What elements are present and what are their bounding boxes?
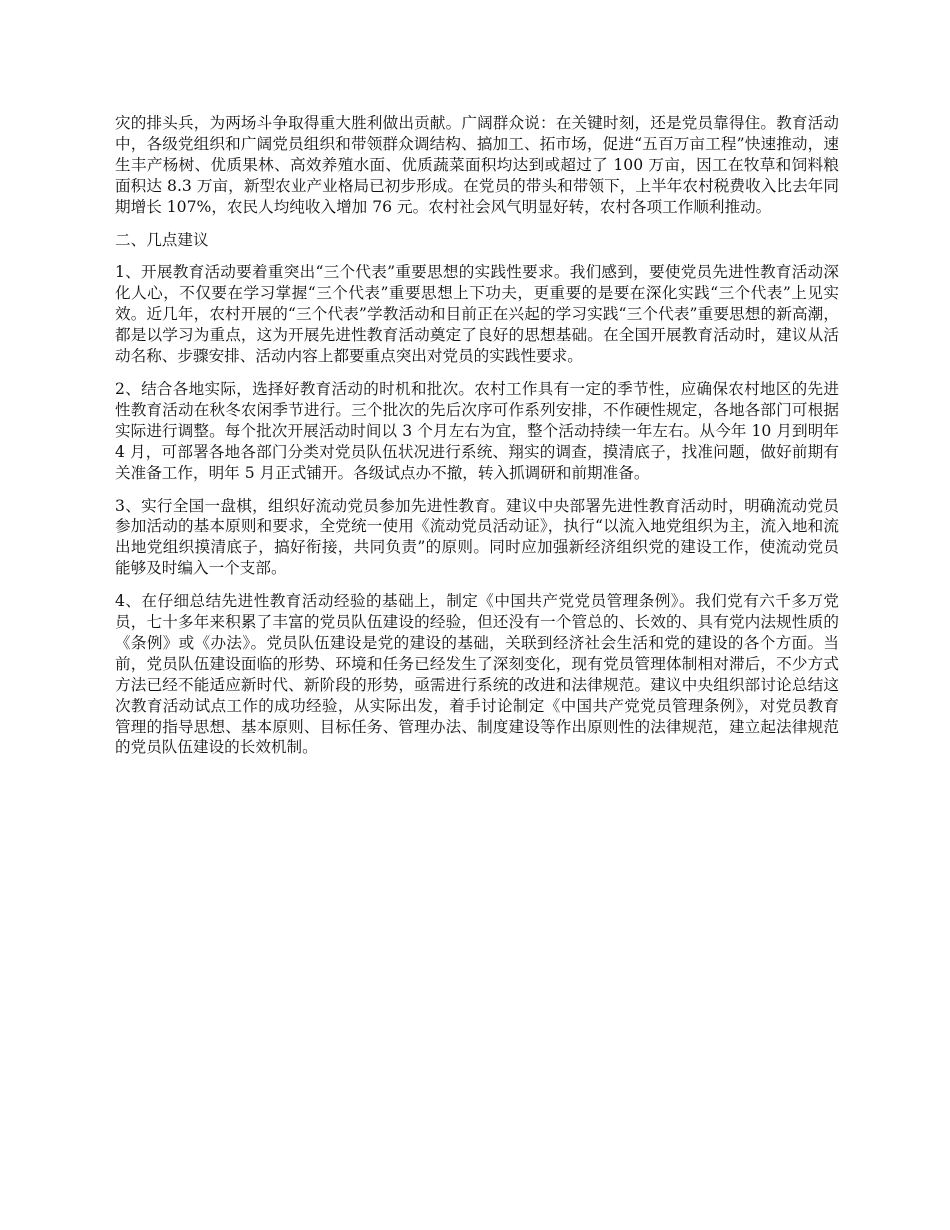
- suggestion-paragraph-1: 1、开展教育活动要着重突出“三个代表”重要思想的实践性要求。我们感到，要使党员先进性教育活动深化人心，不仅要在学习掌握“三个代表”重要思想上下功夫，更重要的是要在深化实践“三个代表”上见实效。近几年，农村开展的“三个代表”学教活动和目前正在兴起的学习实践“三个代表”重要思想的新高潮，都是以学习为重点，这为开展先进性教育活动奠定了良好的思想基础。在全国开展教育活动时，建议从活动名称、步骤安排、活动内容上都要重点突出对党员的实践性要求。: [115, 263, 839, 366]
- intro-paragraph: 灾的排头兵，为两场斗争取得重大胜利做出贡献。广阔群众说：在关键时刻，还是党员靠得住。教育活动中，各级党组织和广阔党员组织和带领群众调结构、搞加工、拓市场，促进“五百万亩工程”快速推动，速生丰产杨树、优质果林、高效养殖水面、优质蔬菜面积均达到或超过了 100 万亩，因工在牧草和饲料粮面积达 8.3 万亩，新型农业产业格局已初步形成。在党员的带头和带领下，上半年农村税费收入比去年同期增长 107%，农民人均纯收入增加 76 元。农村社会风气明显好转，农村各项工作顺利推动。: [115, 114, 839, 216]
- document-page: [115, 113, 839, 770]
- suggestion-paragraph-4: 4、在仔细总结先进性教育活动经验的基础上，制定《中国共产党党员管理条例》。我们党有六千多万党员，七十多年来积累了丰富的党员队伍建设的经验，但还没有一个管总的、长效的、具有党内法规性质的《条例》或《办法》。党员队伍建设是党的建设的基础，关联到经济社会生活和党的建设的各个方面。当前，党员队伍建设面临的形势、环境和任务已经发生了深刻变化，现有党员管理体制相对滞后，不少方式方法已经不能适应新时代、新阶段的形势，亟需进行系统的改进和法律规范。建议中央组织部讨论总结这次教育活动试点工作的成功经验，从实际出发，着手讨论制定《中国共产党党员管理条例》，对党员教育管理的指导思想、基本原则、目标任务、管理办法、制度建设等作出原则性的法律规范，建立起法律规范的党员队伍建设的长效机制。: [115, 592, 839, 757]
- suggestion-paragraph-3: 3、实行全国一盘棋，组织好流动党员参加先进性教育。建议中央部署先进性教育活动时，明确流动党员参加活动的基本原则和要求，全党统一使用《流动党员活动证》，执行“以流入地党组织为主，流入地和流出地党组织摸清底子，搞好衔接，共同负责”的原则。同时应加强新经济组织党的建设工作，使流动党员能够及时编入一个支部。: [115, 496, 839, 578]
- section-heading: 二、几点建议: [115, 230, 209, 249]
- suggestion-paragraph-2: 2、结合各地实际，选择好教育活动的时机和批次。农村工作具有一定的季节性，应确保农村地区的先进性教育活动在秋冬农闲季节进行。三个批次的先后次序可作系列安排，不作硬性规定，各地各部门可根据实际进行调整。每个批次开展活动时间以 3 个月左右为宜，整个活动持续一年左右。从今年 10 月到明年 4 月，可部署各地各部门分类对党员队伍状况进行系统、翔实的调查，摸清底子，找准问题，做好前期有关准备工作，明年 5 月正式铺开。各级试点办不撤，转入抓调研和前期准备。: [115, 379, 839, 482]
